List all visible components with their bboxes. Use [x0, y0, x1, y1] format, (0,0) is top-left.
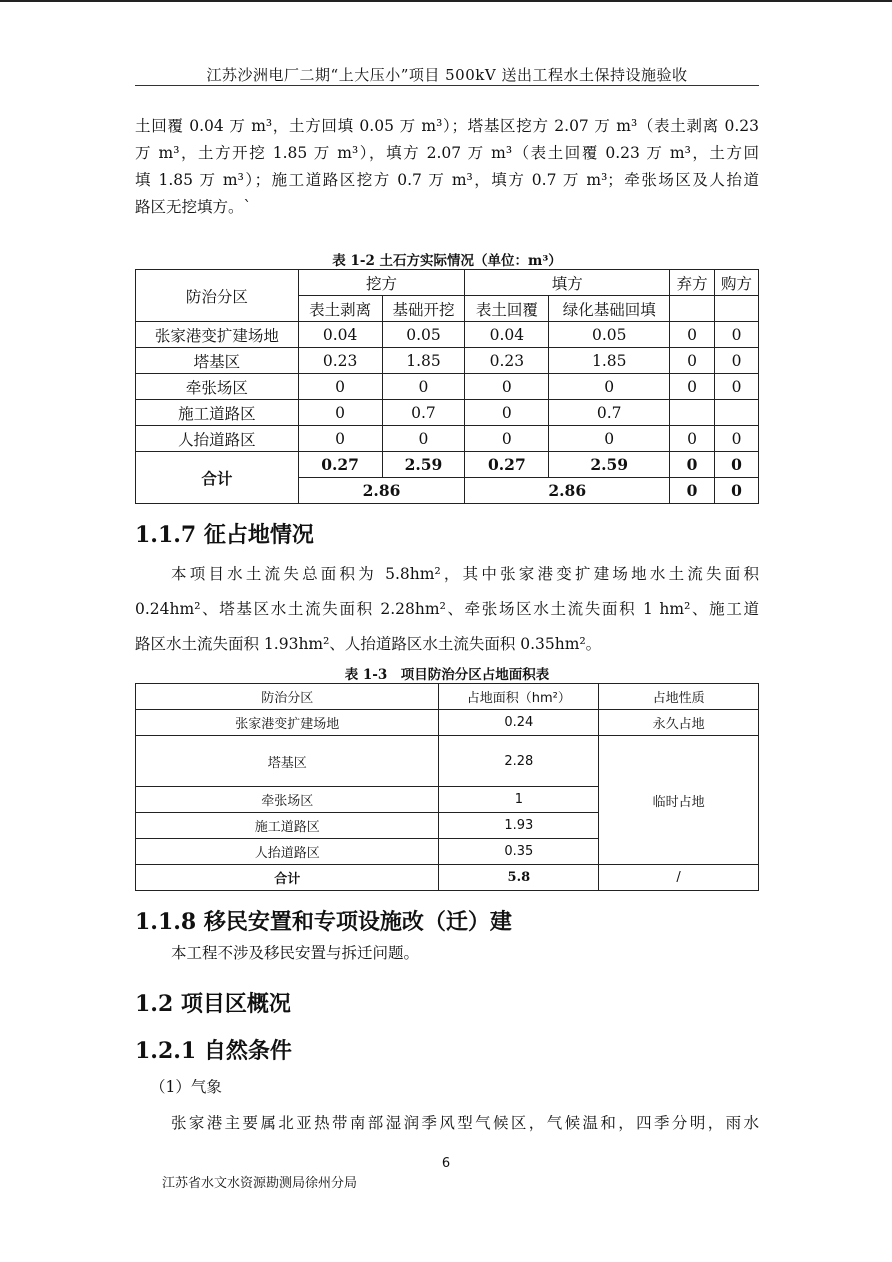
section117-paragraph: [135, 561, 759, 658]
cell: 0: [298, 426, 382, 452]
cell: 1.93: [439, 813, 599, 839]
cell: 0: [670, 322, 715, 348]
cell: 1: [439, 787, 599, 813]
cell: 0.27: [465, 452, 549, 478]
s117-line-3: 路区水土流失面积 1.93hm²、人抬道路区水土流失面积 0.35hm²。: [135, 635, 602, 653]
empty-cell: [670, 296, 715, 322]
s117-line-1: 本项目水土流失总面积为 5.8hm²，其中张家港变扩建场地水土流失面积: [171, 565, 759, 583]
cell: 0.05: [549, 322, 670, 348]
section-heading-117: 1.1.7 征占地情况: [135, 522, 314, 548]
cell: 0: [549, 426, 670, 452]
total-label: 合计: [136, 452, 299, 504]
intro-line-3: 填 1.85 万 m³）；施工道路区挖方 0.7 万 m³，填方 0.7 万 m³；牵张场区及人抬道: [135, 171, 759, 189]
row-name: 牵张场区: [136, 787, 439, 813]
th-area: 占地面积（hm²）: [439, 684, 599, 710]
cell: 0: [670, 348, 715, 374]
section-heading-118: 1.1.8 移民安置和专项设施改（迁）建: [135, 909, 512, 935]
cell: 1.85: [549, 348, 670, 374]
table-row: [136, 710, 759, 736]
row-name: 张家港变扩建场地: [136, 322, 299, 348]
cell: 2.86: [465, 478, 670, 504]
nature-temporary: 临时占地: [599, 736, 759, 865]
total-label: 合计: [136, 865, 439, 891]
table-row: [136, 348, 759, 374]
header-divider: [135, 85, 759, 86]
cell: 0: [465, 426, 549, 452]
cell: 0: [382, 374, 465, 400]
table2-caption: 表 1-3 项目防治分区占地面积表: [344, 667, 550, 683]
total-row: [136, 865, 759, 891]
intro-line-2: 万 m³，土方开挖 1.85 万 m³），填方 2.07 万 m³（表土回覆 0.23 万 m³，土方回: [135, 144, 759, 162]
nature-permanent: 永久占地: [599, 710, 759, 736]
cell: 2.59: [382, 452, 465, 478]
th-fill: 填方: [465, 270, 670, 296]
intro-paragraph: [135, 113, 759, 221]
cell: 2.59: [549, 452, 670, 478]
cell: 0: [298, 400, 382, 426]
cell: [670, 400, 715, 426]
th-waste: 弃方: [670, 270, 715, 296]
cell: 0.7: [549, 400, 670, 426]
earthwork-table: [135, 269, 759, 504]
cell: 0.35: [439, 839, 599, 865]
cell: 0: [715, 478, 759, 504]
cell: 0: [298, 374, 382, 400]
row-name: 张家港变扩建场地: [136, 710, 439, 736]
total-area: 5.8: [439, 865, 599, 891]
cell: 0: [715, 452, 759, 478]
item-weather: （1）气象: [150, 1078, 222, 1096]
footer-organization: 江苏省水文水资源勘测局徐州分局: [162, 1176, 358, 1191]
th-cut: 挖方: [298, 270, 465, 296]
row-name: 人抬道路区: [136, 839, 439, 865]
cell: 0: [715, 374, 759, 400]
top-border: [0, 0, 892, 2]
table-row: [136, 400, 759, 426]
cell: 0: [670, 426, 715, 452]
th-sub: 表土回覆: [465, 296, 549, 322]
row-name: 牵张场区: [136, 374, 299, 400]
th-nature: 占地性质: [599, 684, 759, 710]
cell: 2.28: [439, 736, 599, 787]
cell: 0: [549, 374, 670, 400]
cell: 0: [382, 426, 465, 452]
cell: 0.24: [439, 710, 599, 736]
row-name: 塔基区: [136, 348, 299, 374]
intro-line-1: 土回覆 0.04 万 m³，土方回填 0.05 万 m³）；塔基区挖方 2.07 万 m³（表土剥离 0.23: [135, 117, 759, 135]
row-name: 人抬道路区: [136, 426, 299, 452]
cell: 2.86: [298, 478, 465, 504]
th-sub: 基础开挖: [382, 296, 465, 322]
cell: 0: [670, 452, 715, 478]
total-nature: /: [599, 865, 759, 891]
th-zone: 防治分区: [136, 684, 439, 710]
cell: 0: [715, 426, 759, 452]
cell: 0: [670, 478, 715, 504]
th-sub: 表土剥离: [298, 296, 382, 322]
table-row: [136, 426, 759, 452]
page-number: 6: [441, 1156, 451, 1171]
cell: 0: [715, 322, 759, 348]
cell: 0.23: [465, 348, 549, 374]
section121-text: 张家港主要属北亚热带南部湿润季风型气候区，气候温和，四季分明，雨水: [171, 1114, 759, 1132]
cell: 0: [670, 374, 715, 400]
row-name: 塔基区: [136, 736, 439, 787]
cell: 0.05: [382, 322, 465, 348]
cell: 0.27: [298, 452, 382, 478]
empty-cell: [715, 296, 759, 322]
cell: 0: [715, 348, 759, 374]
table1-caption: 表 1-2 土石方实际情况（单位：m³）: [332, 253, 562, 269]
s117-line-2: 0.24hm²、塔基区水土流失面积 2.28hm²、牵张场区水土流失面积 1 hm²、施工道: [135, 600, 759, 618]
cell: 0.04: [465, 322, 549, 348]
row-name: 施工道路区: [136, 400, 299, 426]
table-row: [136, 374, 759, 400]
land-area-table: [135, 683, 759, 891]
cell: [715, 400, 759, 426]
cell: 0: [465, 374, 549, 400]
table-row: [136, 322, 759, 348]
cell: 0.04: [298, 322, 382, 348]
cell: 0: [465, 400, 549, 426]
section-heading-12: 1.2 项目区概况: [135, 991, 291, 1017]
cell: 0.7: [382, 400, 465, 426]
row-name: 施工道路区: [136, 813, 439, 839]
th-zone: 防治分区: [136, 270, 299, 322]
total-row: [136, 452, 759, 478]
section-heading-121: 1.2.1 自然条件: [135, 1038, 292, 1064]
page-header: 江苏沙洲电厂二期“上大压小”项目 500kV 送出工程水土保持设施验收: [206, 66, 688, 84]
cell: 0.23: [298, 348, 382, 374]
cell: 1.85: [382, 348, 465, 374]
section118-text: 本工程不涉及移民安置与拆迁问题。: [171, 944, 420, 962]
th-sub: 绿化基础回填: [549, 296, 670, 322]
intro-line-4: 路区无挖填方。`: [135, 198, 252, 216]
th-buy: 购方: [715, 270, 759, 296]
